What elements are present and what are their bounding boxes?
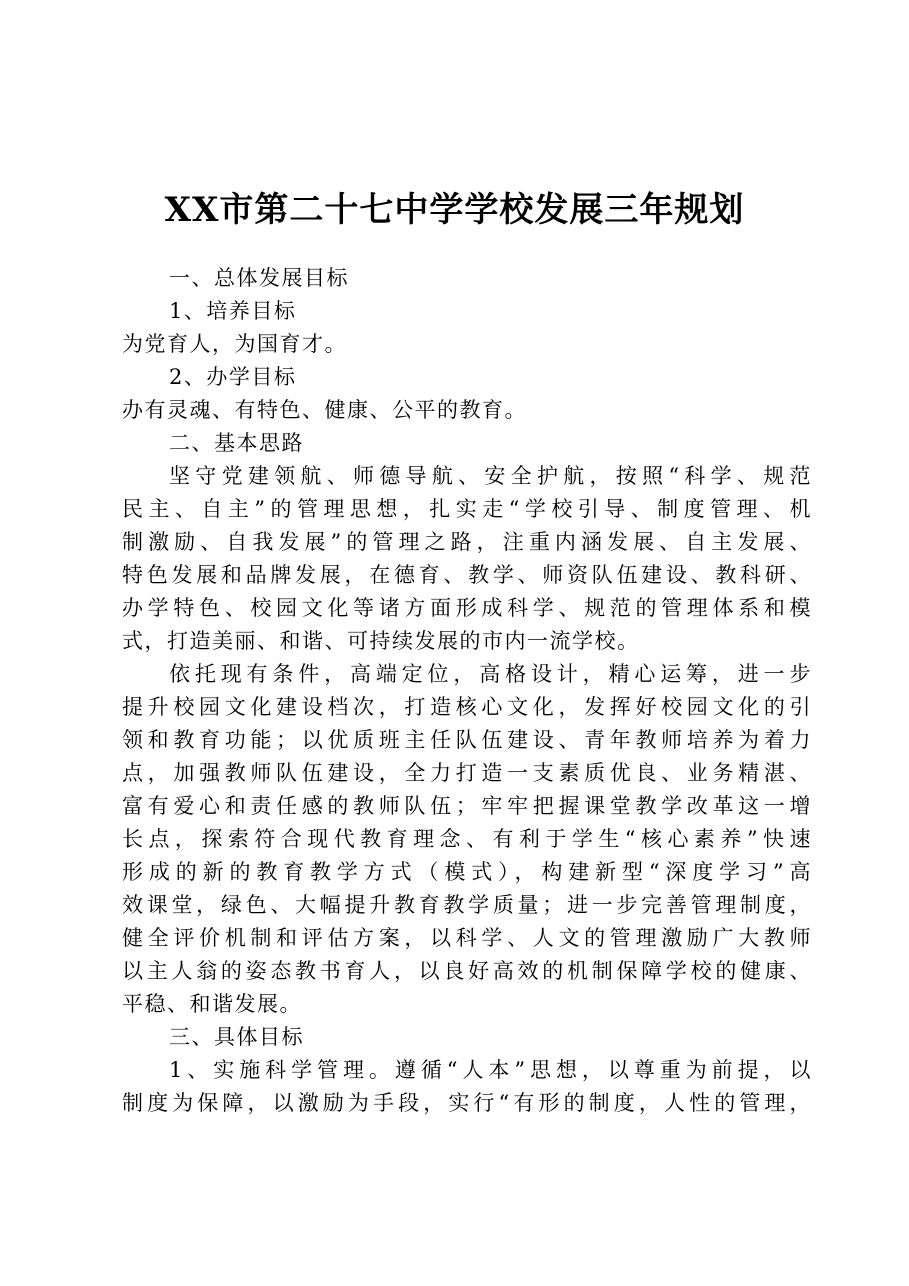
text-line: 坚守党建领航、师德导航、安全护航，按照“科学、规范 <box>169 464 812 488</box>
text-line: 点，加强教师队伍建设，全力打造一支素质优良、业务精湛、 <box>122 761 812 785</box>
text-line: 形成的新的教育教学方式（模式），构建新型“深度学习”高 <box>122 860 812 884</box>
text-line: 为党育人，为国育才。 <box>122 332 347 356</box>
text-line: 办有灵魂、有特色、健康、公平的教育。 <box>122 398 527 422</box>
text-line: 以主人翁的姿态教书育人，以良好高效的机制保障学校的健康、 <box>122 959 812 983</box>
text-line: 三、具体目标 <box>169 1025 304 1049</box>
text-line: 2、办学目标 <box>169 365 297 389</box>
text-line: 办学特色、校园文化等诸方面形成科学、规范的管理体系和模 <box>122 596 812 620</box>
text-line: 民主、自主”的管理思想，扎实走“学校引导、制度管理、机 <box>122 497 812 521</box>
text-line: 富有爱心和责任感的教师队伍；牢牢把握课堂教学改革这一增 <box>122 794 812 818</box>
document-title: XX市第二十七中学学校发展三年规划 <box>164 190 745 230</box>
text-line: 提升校园文化建设档次，打造核心文化，发挥好校园文化的引 <box>122 695 812 719</box>
text-line: 二、基本思路 <box>169 431 304 455</box>
text-line: 1、实施科学管理。遵循“人本”思想，以尊重为前提，以 <box>169 1058 812 1082</box>
text-line: 健全评价机制和评估方案，以科学、人文的管理激励广大教师 <box>122 926 812 950</box>
text-line: 效课堂，绿色、大幅提升教育教学质量；进一步完善管理制度， <box>122 893 812 917</box>
text-line: 一、总体发展目标 <box>169 266 349 290</box>
document-body <box>122 262 812 1120</box>
text-line: 制激励、自我发展”的管理之路，注重内涵发展、自主发展、 <box>122 530 812 554</box>
text-line: 平稳、和谐发展。 <box>122 992 302 1016</box>
text-line: 依托现有条件，高端定位，高格设计，精心运筹，进一步 <box>169 662 812 686</box>
text-line: 领和教育功能；以优质班主任队伍建设、青年教师培养为着力 <box>122 728 812 752</box>
text-line: 式，打造美丽、和谐、可持续发展的市内一流学校。 <box>122 629 640 653</box>
text-line: 制度为保障，以激励为手段，实行“有形的制度，人性的管理， <box>122 1091 812 1115</box>
text-line: 长点，探索符合现代教育理念、有利于学生“核心素养”快速 <box>122 827 812 851</box>
text-line: 1、培养目标 <box>169 299 297 323</box>
text-line: 特色发展和品牌发展，在德育、教学、师资队伍建设、教科研、 <box>122 563 812 587</box>
